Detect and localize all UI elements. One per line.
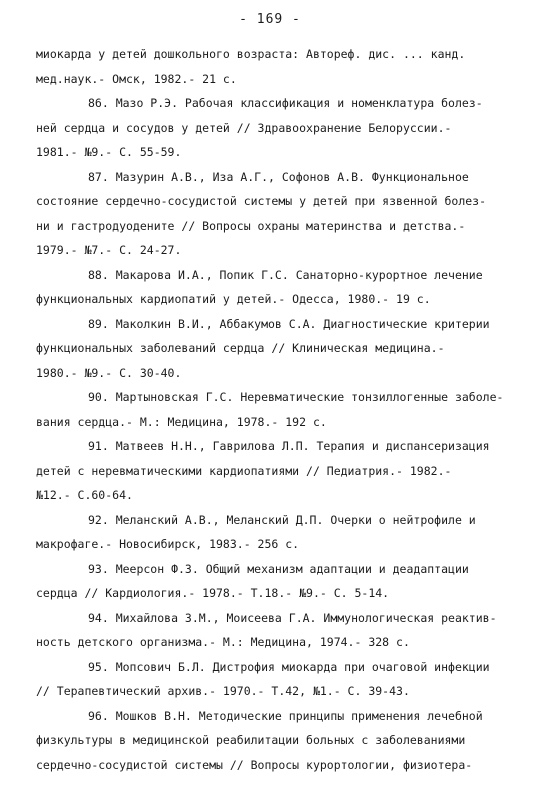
text-line: 90. Мартыновская Г.С. Неревматические тонзиллогенные заболе- [88, 390, 504, 404]
text-line: 94. Михайлова З.М., Моисеева Г.А. Иммунологическая реактив- [88, 610, 497, 625]
text-line: 95. Мопсович Б.Л. Дистрофия миокарда при очаговой инфекции [88, 659, 490, 674]
text-line: 89. Маколкин В.И., Аббакумов С.А. Диагностические критерии [88, 316, 490, 331]
text-line: сердечно-сосудистой системы // Вопросы курортологии, физиотера- [36, 757, 473, 772]
text-line: 93. Меерсон Ф.З. Общий механизм адаптации и деадаптации [88, 561, 469, 576]
page-number: - 169 - [239, 12, 301, 27]
text-line: 1979.- №7.- С. 24-27. [36, 243, 182, 257]
text-line: 86. Мазо Р.Э. Рабочая классификация и номенклатура болез- [88, 96, 483, 110]
text-line: функциональных заболеваний сердца // Клиническая медицина.- [36, 341, 445, 355]
text-line: 1980.- №9.- С. 30-40. [36, 365, 182, 380]
text-line: 91. Матвеев Н.Н., Гаврилова Л.П. Терапия и диспансеризация [88, 439, 490, 453]
text-line: 87. Мазурин А.В., Иза А.Г., Софонов А.В. Функциональное [88, 169, 469, 184]
text-line: ни и гастродуодените // Вопросы охраны материнства и детства.- [36, 218, 466, 233]
text-line: миокарда у детей дошкольного возраста: Автореф. дис. ... канд. [36, 47, 466, 61]
text-line: 1981.- №9.- С. 55-59. [36, 145, 182, 159]
text-line: функциональных кардиопатий у детей.- Одесса, 1980.- 19 с. [36, 292, 431, 306]
text-line: физкультуры в медицинской реабилитации больных с заболеваниями [36, 733, 466, 747]
text-line: №12.- С.60-64. [36, 488, 133, 502]
text-line: // Терапевтический архив.- 1970.- Т.42, №1.- С. 39-43. [36, 684, 410, 698]
text-line: состояние сердечно-сосудистой системы у детей при язвенной болез- [36, 194, 487, 208]
text-line: детей с неревматическими кардиопатиями // Педиатрия.- 1982.- [36, 463, 452, 478]
text-line: ней сердца и сосудов у детей // Здравоохранение Белоруссии.- [36, 120, 452, 135]
text-line: 92. Меланский А.В., Меланский Д.П. Очерки о нейтрофиле и [88, 512, 476, 527]
text-line: вания сердца.- М.: Медицина, 1978.- 192 с. [36, 414, 327, 429]
text-line: ность детского организма.- М.: Медицина, 1974.- 328 с. [36, 635, 410, 649]
bibliography-text [36, 42, 506, 777]
text-line: сердца // Кардиология.- 1978.- Т.18.- №9.- С. 5-14. [36, 586, 390, 600]
text-line: 88. Макарова И.А., Попик Г.С. Санаторно-курортное лечение [88, 267, 483, 282]
text-line: мед.наук.- Омск, 1982.- 21 с. [36, 71, 237, 86]
text-line: 96. Мошков В.Н. Методические принципы применения лечебной [88, 708, 483, 723]
text-line: макрофаге.- Новосибирск, 1983.- 256 с. [36, 537, 300, 551]
